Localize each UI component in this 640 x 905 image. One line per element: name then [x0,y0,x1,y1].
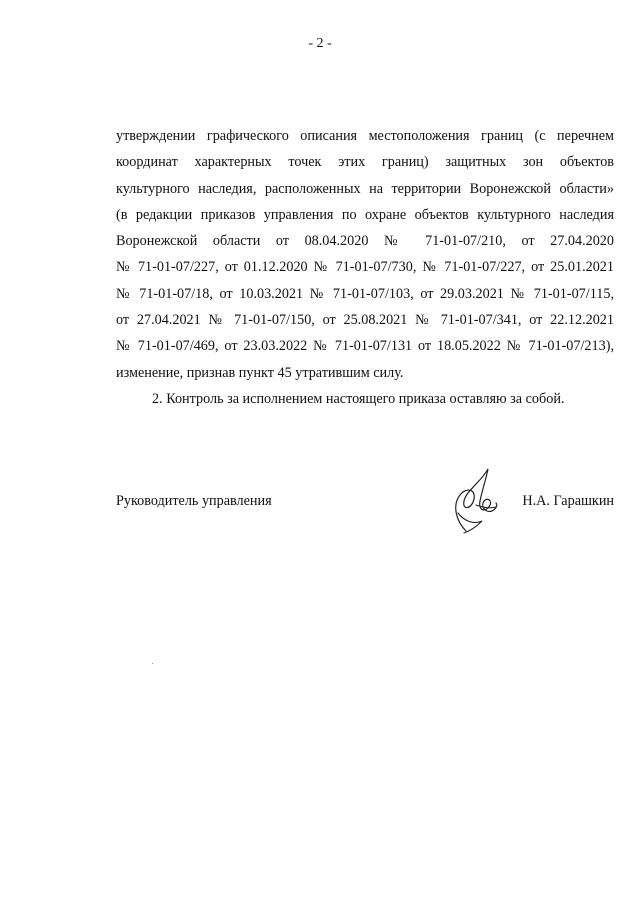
signatory-name: Н.А. Гарашкин [522,493,614,509]
body-line: от 27.04.2021 № 71-01-07/150, от 25.08.2021 № 71-01-07/341, от 22.12.2021 [116,312,614,329]
signatory-position: Руководитель управления [116,493,272,509]
signature-block [116,483,614,543]
body-line: (в редакции приказов управления по охране объектов культурного наследия [116,206,614,223]
body-line: культурного наследия, расположенных на территории Воронежской области» [116,180,614,197]
body-line: № 71-01-07/469, от 23.03.2022 № 71-01-07/131 от 18.05.2022 № 71-01-07/213), [116,338,614,355]
page-number: - 2 - [308,36,332,51]
body-line: № 71-01-07/227, от 01.12.2020 № 71-01-07/730, № 71-01-07/227, от 25.01.2021 [116,259,614,276]
body-line: утверждении графического описания местоположения границ (с перечнем [116,128,614,144]
body-line: Воронежской области от 08.04.2020 № 71-01-07/210, от 27.04.2020 [116,233,614,250]
document-body [116,123,614,412]
body-line: координат характерных точек этих границ) защитных зон объектов [116,154,614,171]
paragraph-2: 2. Контроль за исполнением настоящего приказа оставляю за собой. [152,390,565,407]
body-line: изменение, признав пункт 45 утратившим силу. [116,364,404,381]
scan-speck [152,663,153,664]
handwritten-signature [446,461,506,537]
body-line: № 71-01-07/18, от 10.03.2021 № 71-01-07/103, от 29.03.2021 № 71-01-07/115, [116,285,614,302]
